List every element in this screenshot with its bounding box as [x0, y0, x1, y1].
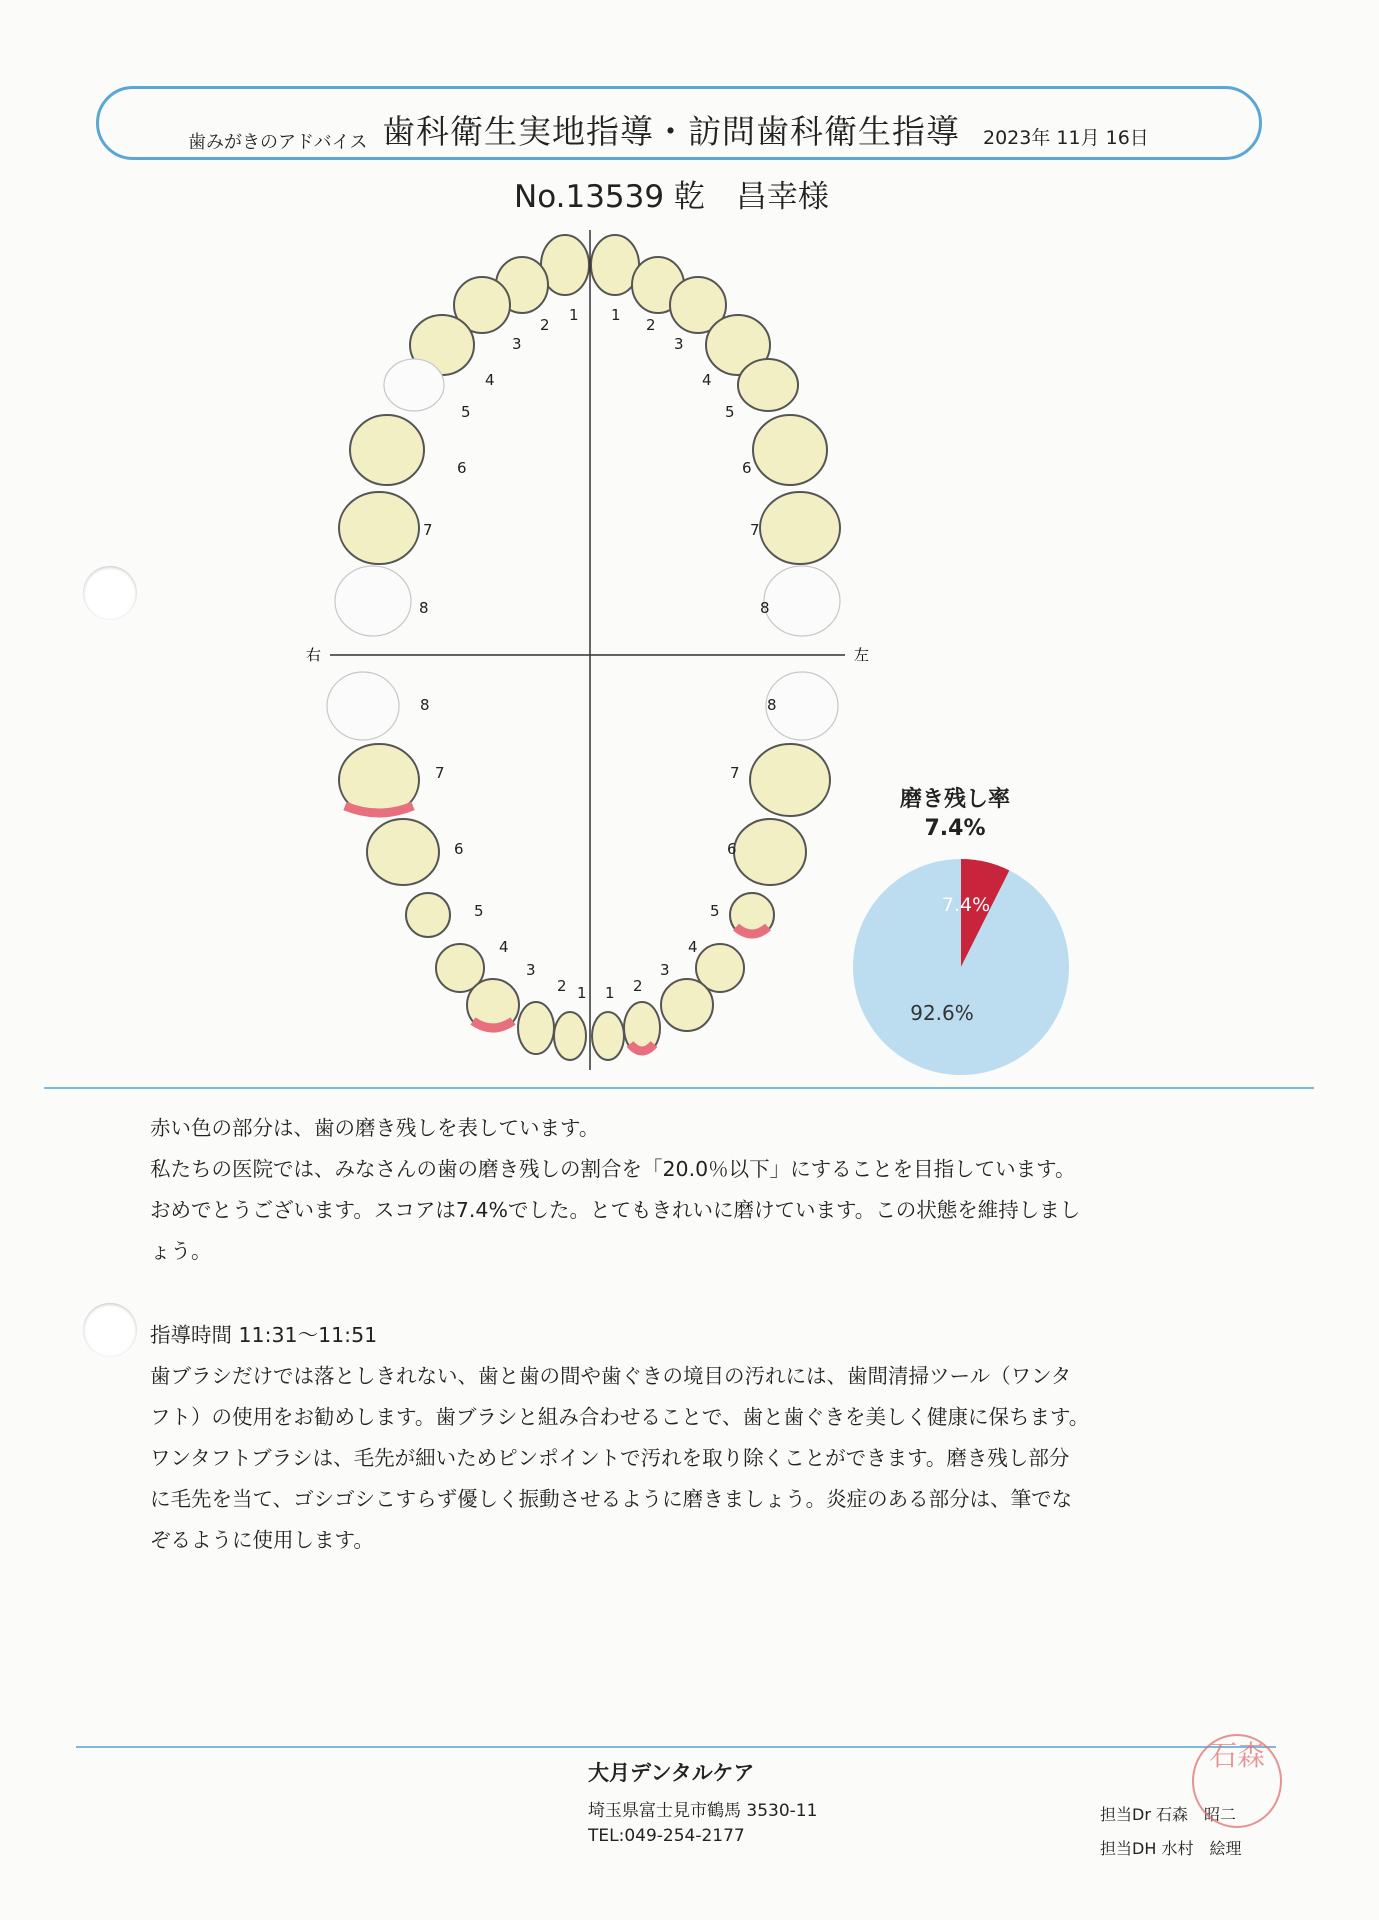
advice-line: 私たちの医院では、みなさんの歯の磨き残しの割合を「20.0％以下」にすることを目指しています。	[150, 1157, 1076, 1181]
tooth-number: 3	[512, 335, 522, 353]
tooth	[339, 492, 433, 564]
tooth-number: 3	[674, 335, 684, 353]
tooth-number: 6	[457, 459, 467, 477]
advice-line: に毛先を当て、ゴシゴシこすらず優しく振動させるように磨きましょう。炎症のある部分は、筆でな	[150, 1487, 1073, 1511]
left-label: 左	[854, 646, 870, 664]
tooth	[727, 819, 806, 885]
tooth	[554, 984, 587, 1060]
tooth-number: 4	[688, 938, 698, 956]
tooth-number: 8	[767, 696, 777, 714]
advice-line: 赤い色の部分は、歯の磨き残しを表しています。	[150, 1116, 600, 1140]
tooth	[367, 819, 464, 885]
pie-chart	[853, 859, 1069, 1075]
pie-title: 磨き残し率	[899, 787, 1010, 812]
doctor-in-charge: 担当Dr 石森 昭二	[1100, 1805, 1236, 1824]
advice-line: ょう。	[150, 1239, 212, 1263]
advice-line: おめでとうございます。スコアは7.4%でした。とてもきれいに磨けています。この状態を維持しまし	[150, 1198, 1081, 1222]
tooth	[710, 893, 774, 937]
tooth-number: 1	[611, 306, 621, 324]
teeth-group	[327, 235, 840, 1060]
right-label: 右	[306, 646, 322, 664]
tooth-number: 7	[435, 764, 445, 782]
tooth-number: 5	[461, 403, 471, 421]
tooth-number: 4	[702, 371, 712, 389]
stamp-seal: 石森	[1192, 1734, 1282, 1828]
advice-line: 歯ブラシだけでは落としきれない、歯と歯の間や歯ぐきの境目の汚れには、歯間清掃ツール（ワンタ	[150, 1364, 1072, 1388]
clinic-name: 大月デンタルケア	[588, 1761, 755, 1785]
patient-name: No.13539 乾 昌幸様	[514, 179, 829, 215]
tooth-number: 3	[660, 961, 670, 979]
advice-paragraph-2	[150, 1315, 1220, 1561]
divider-2	[76, 1746, 1276, 1748]
tooth	[766, 672, 838, 740]
header-subtitle: 歯みがきのアドバイス	[188, 132, 368, 153]
pie-label-residual: 7.4%	[941, 894, 991, 916]
header-date: 2023年 11月 16日	[983, 127, 1149, 149]
tooth-number: 2	[557, 977, 567, 995]
advice-line: ぞるように使用します。	[150, 1528, 374, 1552]
pie-label-clean: 92.6%	[910, 1001, 974, 1025]
tooth-number: 4	[499, 938, 509, 956]
tooth-number: 8	[419, 599, 429, 617]
tooth-number: 3	[526, 961, 536, 979]
tooth	[592, 984, 624, 1060]
tooth	[730, 744, 830, 816]
tooth-number: 1	[577, 984, 587, 1002]
tooth-number: 1	[569, 306, 579, 324]
tooth-number: 8	[420, 696, 430, 714]
clinic-address: 埼玉県富士見市鶴馬 3530-11	[588, 1801, 818, 1821]
advice-paragraph-1	[150, 1108, 1220, 1272]
advice-line: ワンタフトブラシは、毛先が細いためピンポイントで汚れを取り除くことができます。磨き残し部分	[150, 1446, 1070, 1470]
hygienist-in-charge: 担当DH 水村 絵理	[1100, 1839, 1242, 1858]
tooth	[335, 566, 429, 636]
advice-line: 指導時間 11:31～11:51	[150, 1323, 378, 1347]
advice-line: フト）の使用をお勧めします。歯ブラシと組み合わせることで、歯と歯ぐきを美しく健康に保ちます。	[150, 1405, 1090, 1429]
tooth	[624, 977, 660, 1054]
divider-1	[44, 1087, 1314, 1089]
tooth-number: 2	[646, 316, 656, 334]
tooth	[750, 492, 840, 564]
tooth-number: 6	[454, 840, 464, 858]
tooth	[760, 566, 840, 636]
tooth-number: 5	[710, 902, 720, 920]
tooth-number: 8	[760, 599, 770, 617]
tooth	[327, 672, 430, 740]
tooth-number: 7	[750, 521, 760, 539]
tooth	[339, 744, 445, 816]
tooth-number: 2	[633, 977, 643, 995]
tooth-number: 6	[727, 840, 737, 858]
tooth-number: 7	[423, 521, 433, 539]
tooth-number: 2	[540, 316, 550, 334]
tooth-number: 7	[730, 764, 740, 782]
tooth	[742, 415, 827, 485]
header-title: 歯科衛生実地指導・訪問歯科衛生指導	[382, 112, 960, 151]
tooth-number: 6	[742, 459, 752, 477]
pie-value-label: 7.4%	[924, 816, 986, 841]
tooth-number: 5	[725, 403, 735, 421]
tooth	[350, 415, 467, 485]
punch-hole-bottom	[83, 1303, 137, 1357]
tooth-number: 1	[605, 984, 615, 1002]
clinic-tel: TEL:049-254-2177	[588, 1826, 745, 1846]
tooth	[406, 893, 484, 937]
tooth-number: 5	[474, 902, 484, 920]
tooth-number: 4	[485, 371, 495, 389]
